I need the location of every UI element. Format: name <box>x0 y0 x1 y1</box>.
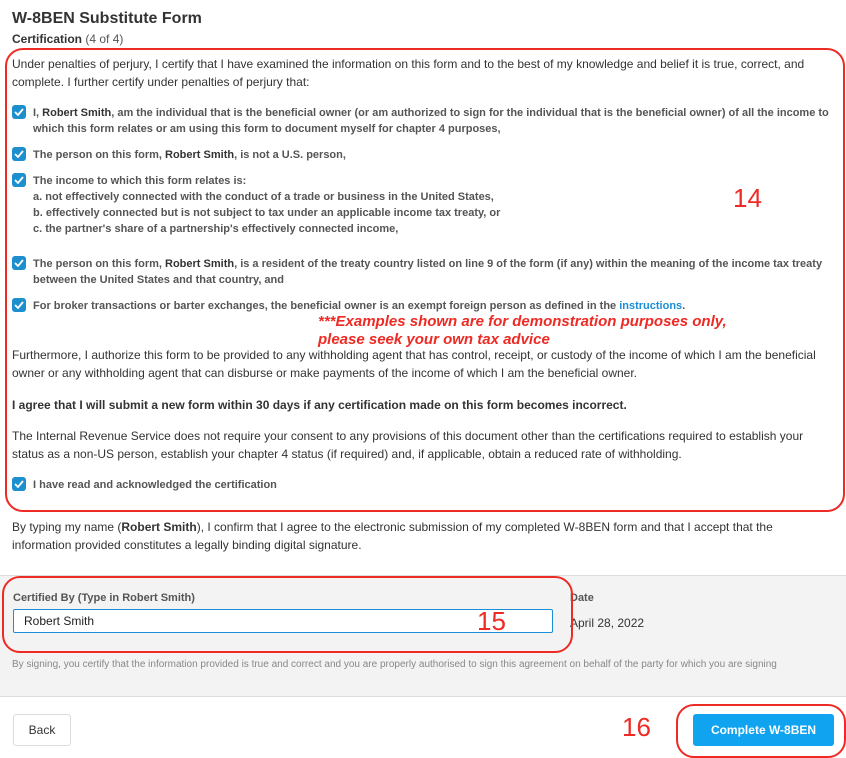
acknowledge-label: I have read and acknowledged the certification <box>33 479 277 491</box>
annotation-ring-16 <box>676 704 846 758</box>
signing-note: By signing, you certify that the information provided is true and correct and you are properly authorised to sign this agreement on behalf of the party for which you are signing <box>12 659 777 670</box>
certification-2-text: The person on this form, Robert Smith, is not a U.S. person, <box>33 149 346 161</box>
annotation-ring-14 <box>5 48 845 512</box>
owner-name: Robert Smith <box>42 107 112 119</box>
income-condition-a: a. not effectively connected with the conduct of a trade or business in the United States, <box>33 191 494 203</box>
certified-by-label: Certified By (Type in Robert Smith) <box>13 592 195 604</box>
section-name: Certification <box>12 32 83 46</box>
certification-4-text: The person on this form, Robert Smith, is a resident of the treaty country listed on line 9 of the form (if any) within the meaning of the income tax treaty between the United States and that country, and <box>33 258 823 286</box>
annotation-number-14: 14 <box>733 183 762 213</box>
page-title: W-8BEN Substitute Form <box>12 10 202 27</box>
back-button[interactable]: Back <box>13 714 71 746</box>
date-value: April 28, 2022 <box>570 616 645 630</box>
certification-3-text: The income to which this form relates is: a. not effectively connected with the conduct of a trade or business in the United States, b. effectively connected but is not subject to tax under an applicable income tax treaty, or c. the partner's share of a partnership's effectively connected income, <box>33 173 833 237</box>
certification-5-text: For broker transactions or barter exchanges, the beneficial owner is an exempt foreign person as defined in the instructions. <box>33 300 686 312</box>
signer-name: Robert Smith <box>121 520 197 534</box>
section-heading <box>12 32 123 46</box>
authorization-text: Furthermore, I authorize this form to be provided to any withholding agent that has control, receipt, or custody of the income of which I am the beneficial owner or any withholding agent that can disburse or make payments of the income of which I am the beneficial owner. <box>12 348 816 380</box>
owner-name: Robert Smith <box>165 258 235 270</box>
income-condition-b: b. effectively connected but is not subject to tax under an applicable income tax treaty, or <box>33 207 501 219</box>
income-condition-c: c. the partner's share of a partnership's effectively connected income, <box>33 223 399 235</box>
annotation-number-16: 16 <box>622 712 651 742</box>
annotation-number-15: 15 <box>477 606 506 636</box>
complete-w8ben-button[interactable]: Complete W-8BEN <box>693 714 834 746</box>
owner-name: Robert Smith <box>165 149 235 161</box>
date-label: Date <box>570 592 594 604</box>
demonstration-disclaimer: ***Examples shown are for demonstration purposes only, please seek your own tax advice <box>318 313 727 348</box>
irs-consent-text: The Internal Revenue Service does not require your consent to any provisions of this document other than the certifications required to establish your status as a non-US person, establish your chapter 4 status (if required) and, if applicable, obtain a reduced rate of withholding. <box>12 429 804 461</box>
electronic-signature-consent: By typing my name (Robert Smith), I confirm that I agree to the electronic submission of my completed W-8BEN form and that I accept that the information provided constitutes a legally binding digital signature. <box>12 520 773 552</box>
certification-1-text: I, Robert Smith, am the individual that is the beneficial owner (or am authorized to sign for the individual that is the beneficial owner) of all the income to which this form relates or am using this form to document myself for chapter 4 purposes, <box>33 107 829 135</box>
perjury-intro: Under penalties of perjury, I certify that I have examined the information on this form and to the best of my knowledge and belief it is true, correct, and complete. I further certify under penalties of perjury that: <box>12 57 805 89</box>
instructions-link[interactable]: instructions <box>619 300 683 312</box>
agreement-text: I agree that I will submit a new form within 30 days if any certification made on this form becomes incorrect. <box>12 398 627 412</box>
step-indicator: (4 of 4) <box>85 32 124 46</box>
